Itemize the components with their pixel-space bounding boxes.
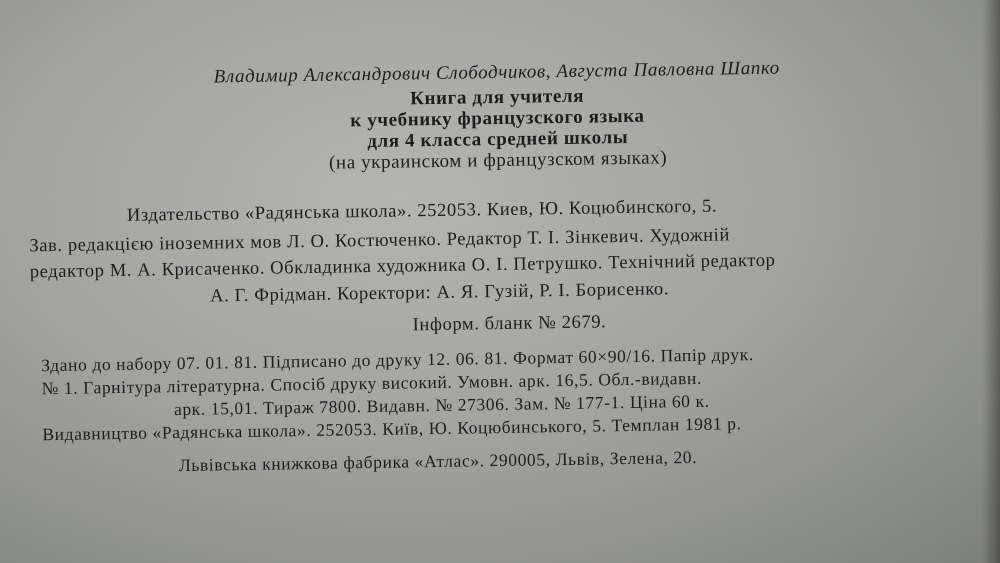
printer-line: Львівська книжкова фабрика «Атлас». 290005, Львів, Зелена, 20.: [178, 446, 698, 476]
book-title-line-1: Книга для учителя: [410, 85, 585, 110]
book-title-line-2: к учебнику французского языка: [350, 105, 645, 132]
book-title-line-3: для 4 класса средней школы: [367, 126, 629, 153]
imprint-line-4: Видавництво «Радянська школа». 252053. Київ, Ю. Коцюбинського, 5. Темплан 1981 р.: [42, 413, 742, 445]
editors-line-1: Зав. редакцією іноземних мов Л. О. Костюченко. Редактор Т. І. Зінкевич. Художній: [29, 225, 731, 257]
editors-line-3: А. Г. Фрідман. Коректори: А. Я. Гузій, Р. І. Борисенко.: [210, 279, 670, 307]
publisher-line: Издательство «Радянська школа». 252053. Киев, Ю. Коцюбинского, 5.: [126, 196, 718, 226]
book-title-line-4: (на украинском и французском языках): [328, 147, 668, 174]
inform-blank-line: Інформ. бланк № 2679.: [412, 312, 607, 336]
imprint-line-3: арк. 15,01. Тираж 7800. Видавн. № 27306. Зам. № 177-1. Ціна 60 к.: [173, 390, 710, 420]
editors-line-2: редактор М. А. Крисаченко. Обкладинка художника О. І. Петрушко. Технічний редактор: [29, 250, 776, 283]
authors-line: Владимир Александрович Слободчиков, Августа Павловна Шапко: [213, 57, 780, 88]
imprint-line-2: № 1. Гарнітура літературна. Спосіб друку високий. Умовн. арк. 16,5. Обл.-видавн.: [41, 367, 703, 399]
imprint-line-1: Здано до набору 07. 01. 81. Підписано до друку 12. 06. 81. Формат 60×90/16. Папір друк.: [41, 344, 754, 376]
